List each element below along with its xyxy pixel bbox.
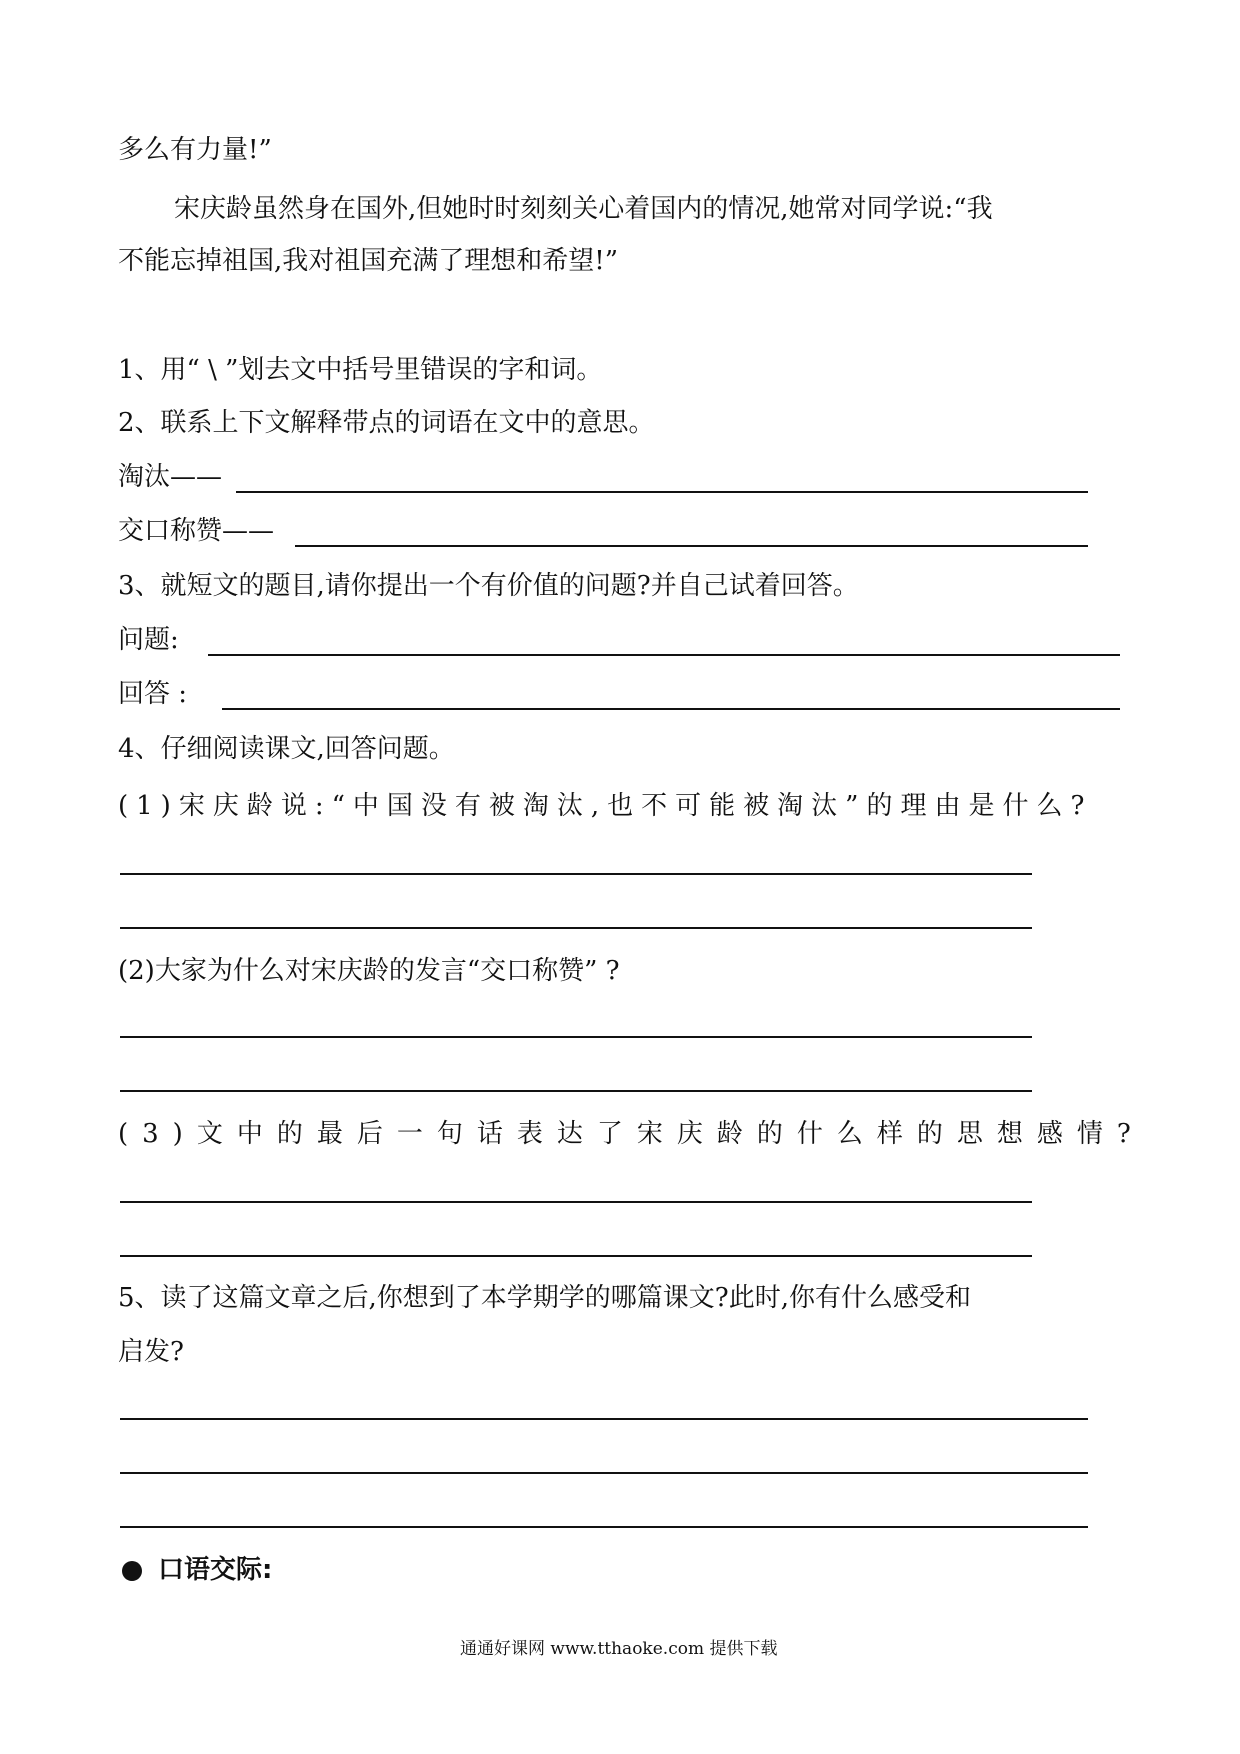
question-2: 2、联系上下文解释带点的词语在文中的意思。 bbox=[118, 408, 655, 438]
page-footer: 通通好课网 www.tthaoke.com 提供下载 bbox=[460, 1639, 778, 1659]
answer-line-question[interactable] bbox=[208, 654, 1120, 656]
q3-question-label: 问题: bbox=[118, 625, 179, 655]
answer-line-4-2-a[interactable] bbox=[120, 1036, 1032, 1038]
q3-answer-label: 回答 : bbox=[118, 679, 188, 709]
answer-line-4-3-a[interactable] bbox=[120, 1201, 1032, 1203]
question-5-line-2: 启发? bbox=[118, 1337, 184, 1367]
answer-line-5-a[interactable] bbox=[120, 1418, 1088, 1420]
answer-line-taotai[interactable] bbox=[236, 491, 1088, 493]
answer-line-4-1-b[interactable] bbox=[120, 927, 1032, 929]
question-4-3: (3)文中的最后一句话表达了宋庆龄的什么样的思想感情? bbox=[118, 1119, 1145, 1149]
section-heading: 口语交际: bbox=[158, 1555, 273, 1585]
answer-line-5-b[interactable] bbox=[120, 1472, 1088, 1474]
q2-word-taotai: 淘汰—— bbox=[118, 462, 223, 492]
answer-line-4-1-a[interactable] bbox=[120, 873, 1032, 875]
passage-line-2: 宋庆龄虽然身在国外,但她时时刻刻关心着国内的情况,她常对同学说:“我 bbox=[174, 194, 993, 224]
bullet-icon bbox=[122, 1561, 142, 1581]
passage-line-1: 多么有力量!” bbox=[118, 135, 272, 165]
answer-line-4-2-b[interactable] bbox=[120, 1090, 1032, 1092]
question-4: 4、仔细阅读课文,回答问题。 bbox=[118, 734, 455, 764]
answer-line-5-c[interactable] bbox=[120, 1526, 1088, 1528]
answer-line-answer[interactable] bbox=[222, 708, 1120, 710]
question-3: 3、就短文的题目,请你提出一个有价值的问题?并自己试着回答。 bbox=[118, 571, 859, 601]
question-1: 1、用“ \ ”划去文中括号里错误的字和词。 bbox=[118, 355, 603, 385]
q2-word-jiaokouchengzan: 交口称赞—— bbox=[118, 516, 275, 546]
question-4-2: (2)大家为什么对宋庆龄的发言“交口称赞” ? bbox=[118, 956, 620, 986]
answer-line-4-3-b[interactable] bbox=[120, 1255, 1032, 1257]
answer-line-jiaokouchengzan[interactable] bbox=[295, 545, 1088, 547]
passage-line-3: 不能忘掉祖国,我对祖国充满了理想和希望!” bbox=[118, 246, 619, 276]
question-4-1: (1)宋庆龄说:“中国没有被淘汰,也不可能被淘汰”的理由是什么? bbox=[118, 791, 1093, 821]
question-5-line-1: 5、读了这篇文章之后,你想到了本学期学的哪篇课文?此时,你有什么感受和 bbox=[118, 1283, 972, 1313]
